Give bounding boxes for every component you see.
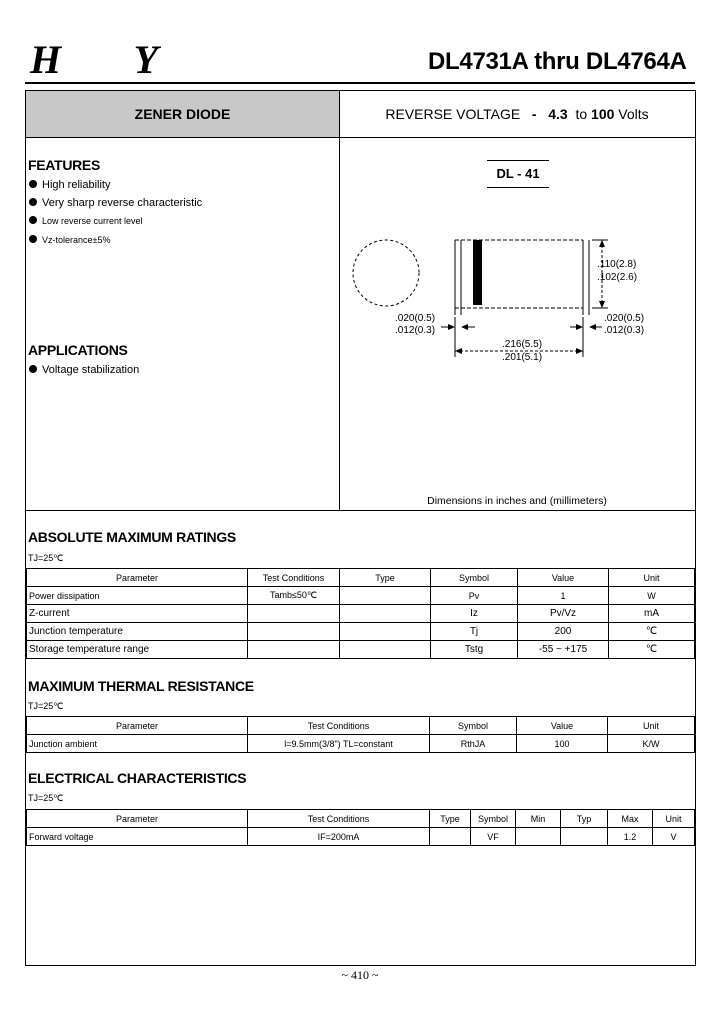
cell: W <box>609 587 695 605</box>
divider <box>26 137 695 138</box>
bullet-icon <box>29 365 37 373</box>
header-cell: Test Conditions <box>248 717 430 735</box>
electrical-condition: TJ=25℃ <box>28 793 64 803</box>
product-type: ZENER DIODE <box>134 106 231 122</box>
cell <box>248 605 340 623</box>
bullet-icon <box>29 180 37 188</box>
cell: Storage temperature range <box>27 641 248 659</box>
bullet-icon <box>29 235 37 243</box>
header-cell: Unit <box>653 810 695 828</box>
reverse-voltage-range: REVERSE VOLTAGE - 4.3 to 100 Volts <box>385 106 649 122</box>
header-cell: Type <box>340 569 431 587</box>
table-row <box>27 735 695 753</box>
document-title: DL4731A thru DL4764A <box>428 48 687 75</box>
header-cell: Value <box>518 569 609 587</box>
end-view-outline <box>353 240 419 306</box>
cell: ℃ <box>609 623 695 641</box>
header-cell: Value <box>517 717 608 735</box>
header-cell: Test Conditions <box>248 569 340 587</box>
feature-item: High reliability <box>29 179 110 191</box>
header-cell: Min <box>516 810 561 828</box>
header-cell: Test Conditions <box>248 810 430 828</box>
cell <box>248 623 340 641</box>
cell <box>516 828 561 846</box>
table-header-row <box>27 810 695 828</box>
cell: K/W <box>608 735 695 753</box>
header-cell: Parameter <box>27 810 248 828</box>
cell <box>248 641 340 659</box>
header-cell: Max <box>608 810 653 828</box>
dim-length-min: .201(5.1) <box>502 352 543 363</box>
application-item: Voltage stabilization <box>29 364 139 376</box>
logo-text: HY <box>30 40 158 78</box>
cell <box>340 605 431 623</box>
header-cell: Type <box>430 810 471 828</box>
package-label: DL - 41 <box>487 160 549 188</box>
abs-max-table <box>26 568 695 659</box>
header-cell: Parameter <box>27 717 248 735</box>
cell <box>430 828 471 846</box>
thermal-condition: TJ=25℃ <box>28 701 64 711</box>
header-cell: Symbol <box>431 569 518 587</box>
header-cell: Symbol <box>430 717 517 735</box>
cell: VF <box>471 828 516 846</box>
cell: Pv/Vz <box>518 605 609 623</box>
thermal-title: MAXIMUM THERMAL RESISTANCE <box>28 678 254 694</box>
header-cell: Unit <box>608 717 695 735</box>
header-cell: Typ <box>561 810 608 828</box>
cell <box>340 623 431 641</box>
cell: l=9.5mm(3/8") TL=constant <box>248 735 430 753</box>
bullet-icon <box>29 198 37 206</box>
applications-title: APPLICATIONS <box>28 342 128 358</box>
cell: mA <box>609 605 695 623</box>
cell <box>340 641 431 659</box>
cell: Junction temperature <box>27 623 248 641</box>
cell: Tamb≤50℃ <box>248 587 340 605</box>
cell: Tstg <box>431 641 518 659</box>
abs-max-title: ABSOLUTE MAXIMUM RATINGS <box>28 529 236 545</box>
dimension-caption: Dimensions in inches and (millimeters) <box>427 495 607 507</box>
electrical-table <box>26 809 695 846</box>
cell: IF=200mA <box>248 828 430 846</box>
dim-lead-right-min: .012(0.3) <box>604 325 645 336</box>
header-cell: Symbol <box>471 810 516 828</box>
table-row <box>27 623 695 641</box>
cell: 1 <box>518 587 609 605</box>
abs-max-condition: TJ=25℃ <box>28 553 64 563</box>
electrical-title: ELECTRICAL CHARACTERISTICS <box>28 770 247 786</box>
cell: V <box>653 828 695 846</box>
cell: Tj <box>431 623 518 641</box>
table-row <box>27 828 695 846</box>
feature-item: Low reverse current level <box>29 216 143 226</box>
header-cell: Unit <box>609 569 695 587</box>
header-cell: Parameter <box>27 569 248 587</box>
cell <box>561 828 608 846</box>
feature-item: Very sharp reverse characteristic <box>29 197 202 209</box>
table-row <box>27 605 695 623</box>
cathode-band <box>473 240 482 305</box>
dim-lead-left-max: .020(0.5) <box>395 313 436 324</box>
cell: -55 ~ +175 <box>518 641 609 659</box>
cell: Pv <box>431 587 518 605</box>
table-header-row <box>27 569 695 587</box>
dim-lead-right-max: .020(0.5) <box>604 313 645 324</box>
company-logo <box>28 40 163 78</box>
dim-length-max: .216(5.5) <box>502 339 543 350</box>
page-number: ~ 410 ~ <box>341 968 379 982</box>
feature-item: Vz-tolerance±5% <box>29 235 110 245</box>
table-row <box>27 641 695 659</box>
cell: ℃ <box>609 641 695 659</box>
cell: Power dissipation <box>27 587 248 605</box>
divider <box>26 510 695 511</box>
dim-body-diameter-min: .102(2.6) <box>597 272 638 283</box>
cell: Z-current <box>27 605 248 623</box>
dim-body-diameter-max: .110(2.8) <box>597 259 637 270</box>
features-title: FEATURES <box>28 157 101 173</box>
cell: RthJA <box>430 735 517 753</box>
cell <box>340 587 431 605</box>
cell: 200 <box>518 623 609 641</box>
cell: 1.2 <box>608 828 653 846</box>
table-row <box>27 587 695 605</box>
cell: Iz <box>431 605 518 623</box>
title-rule <box>25 82 695 84</box>
table-header-row <box>27 717 695 735</box>
cell: 100 <box>517 735 608 753</box>
cell: Forward voltage <box>27 828 248 846</box>
thermal-table <box>26 716 695 753</box>
bullet-icon <box>29 216 37 224</box>
cell: Junction ambient <box>27 735 248 753</box>
dim-lead-left-min: .012(0.3) <box>395 325 436 336</box>
